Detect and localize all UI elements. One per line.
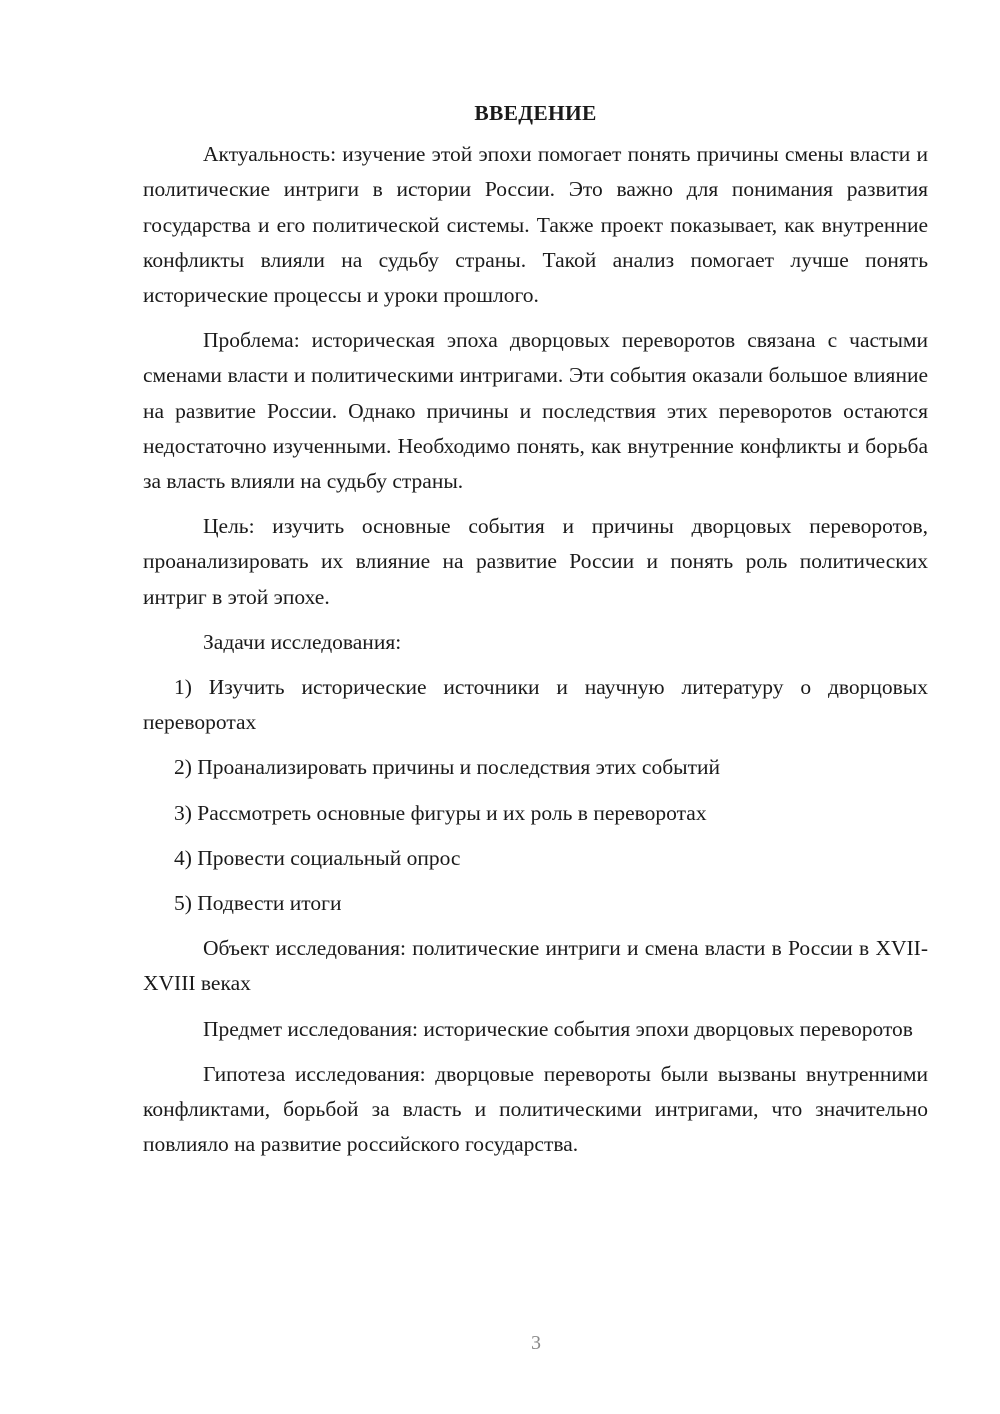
goal-paragraph: Цель: изучить основные события и причины дворцовых переворотов, проанализировать их влияние на развитие России и понять роль политических интриг в этой эпохе. bbox=[143, 514, 928, 609]
problem-paragraph: Проблема: историческая эпоха дворцовых переворотов связана с частыми сменами власти и политическими интригами. Эти события оказали большое влияние на развитие России. Однако причины и последствия этих переворотов остаются недостаточно изученными. Необходимо понять, как внутренние конфликты и борьба за власть влияли на судьбу страны. bbox=[143, 328, 928, 494]
relevance-paragraph: Актуальность: изучение этой эпохи помогает понять причины смены власти и политические интриги в истории России. Это важно для понимания развития государства и его политической системы. Также проект показывает, как внутренние конфликты влияли на судьбу страны. Такой анализ помогает лучше понять исторические процессы и уроки прошлого. bbox=[143, 142, 928, 308]
page-number: 3 bbox=[531, 1332, 541, 1354]
page-content bbox=[143, 96, 928, 1162]
page-title: ВВЕДЕНИЕ bbox=[474, 101, 597, 125]
subject-paragraph: Предмет исследования: исторические события эпохи дворцовых переворотов bbox=[203, 1016, 913, 1041]
task-item: 1) Изучить исторические источники и научную литературу о дворцовых переворотах bbox=[143, 675, 928, 735]
tasks-heading: Задачи исследования: bbox=[203, 629, 402, 654]
task-item: 2) Проанализировать причины и последствия этих событий bbox=[174, 755, 721, 780]
task-item: 3) Рассмотреть основные фигуры и их роль в переворотах bbox=[174, 800, 707, 825]
task-item: 4) Провести социальный опрос bbox=[174, 845, 461, 870]
hypothesis-paragraph: Гипотеза исследования: дворцовые перевороты были вызваны внутренними конфликтами, борьбой за власть и политическими интригами, что значительно повлияло на развитие российского государства. bbox=[143, 1061, 928, 1157]
object-paragraph: Объект исследования: политические интриги и смена власти в России в XVII-XVIII веках bbox=[143, 936, 928, 996]
task-item: 5) Подвести итоги bbox=[174, 891, 342, 916]
